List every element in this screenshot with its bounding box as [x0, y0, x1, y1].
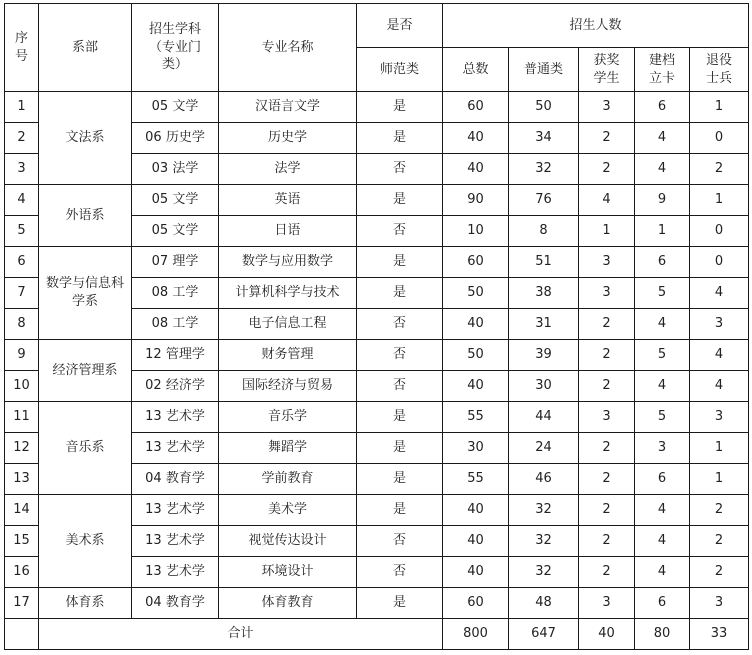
- cell-subject: 08 工学: [132, 309, 219, 340]
- cell-filed: 4: [635, 526, 690, 557]
- cell-major: 汉语言文学: [219, 92, 357, 123]
- cell-total: 55: [443, 402, 509, 433]
- cell-major: 美术学: [219, 495, 357, 526]
- cell-dept: 数学与信息科学系: [39, 247, 132, 340]
- header-award: 获奖学生: [579, 48, 635, 92]
- cell-subject: 06 历史学: [132, 123, 219, 154]
- header-veteran: 退役士兵: [690, 48, 749, 92]
- cell-normal: 是: [357, 588, 443, 619]
- totals-award: 40: [579, 619, 635, 650]
- cell-veteran: 2: [690, 154, 749, 185]
- cell-dept: 文法系: [39, 92, 132, 185]
- cell-major: 财务管理: [219, 340, 357, 371]
- cell-subject: 13 艺术学: [132, 526, 219, 557]
- table-row: [5, 185, 749, 216]
- cell-general: 31: [509, 309, 579, 340]
- cell-subject: 04 教育学: [132, 588, 219, 619]
- cell-subject: 03 法学: [132, 154, 219, 185]
- cell-total: 10: [443, 216, 509, 247]
- cell-award: 3: [579, 402, 635, 433]
- table-row: [5, 402, 749, 433]
- cell-veteran: 1: [690, 433, 749, 464]
- totals-total: 800: [443, 619, 509, 650]
- cell-veteran: 0: [690, 216, 749, 247]
- cell-general: 34: [509, 123, 579, 154]
- cell-major: 视觉传达设计: [219, 526, 357, 557]
- cell-total: 40: [443, 526, 509, 557]
- cell-seq: 14: [5, 495, 39, 526]
- cell-award: 1: [579, 216, 635, 247]
- cell-general: 46: [509, 464, 579, 495]
- cell-seq: 4: [5, 185, 39, 216]
- cell-award: 3: [579, 588, 635, 619]
- cell-filed: 4: [635, 557, 690, 588]
- cell-normal: 是: [357, 247, 443, 278]
- cell-major: 环境设计: [219, 557, 357, 588]
- cell-filed: 6: [635, 464, 690, 495]
- header-general: 普通类: [509, 48, 579, 92]
- cell-normal: 是: [357, 433, 443, 464]
- cell-seq: 10: [5, 371, 39, 402]
- header-filed: 建档立卡: [635, 48, 690, 92]
- header-quota: 招生人数: [443, 4, 749, 48]
- cell-seq: 17: [5, 588, 39, 619]
- cell-seq: 13: [5, 464, 39, 495]
- cell-veteran: 1: [690, 464, 749, 495]
- cell-general: 48: [509, 588, 579, 619]
- cell-veteran: 2: [690, 526, 749, 557]
- cell-general: 76: [509, 185, 579, 216]
- cell-major: 数学与应用数学: [219, 247, 357, 278]
- cell-normal: 是: [357, 278, 443, 309]
- cell-total: 55: [443, 464, 509, 495]
- cell-subject: 04 教育学: [132, 464, 219, 495]
- cell-total: 60: [443, 92, 509, 123]
- cell-seq: 7: [5, 278, 39, 309]
- cell-seq: 11: [5, 402, 39, 433]
- cell-major: 国际经济与贸易: [219, 371, 357, 402]
- cell-seq: 3: [5, 154, 39, 185]
- cell-veteran: 3: [690, 309, 749, 340]
- table-row: [5, 92, 749, 123]
- cell-veteran: 4: [690, 278, 749, 309]
- table-row: [5, 495, 749, 526]
- enrollment-table: [4, 3, 749, 650]
- cell-filed: 4: [635, 495, 690, 526]
- cell-normal: 是: [357, 464, 443, 495]
- cell-normal: 是: [357, 402, 443, 433]
- totals-veteran: 33: [690, 619, 749, 650]
- cell-filed: 9: [635, 185, 690, 216]
- cell-award: 2: [579, 340, 635, 371]
- cell-totals-blank: [5, 619, 39, 650]
- cell-seq: 15: [5, 526, 39, 557]
- cell-subject: 05 文学: [132, 92, 219, 123]
- cell-total: 40: [443, 557, 509, 588]
- header-total: 总数: [443, 48, 509, 92]
- cell-dept: 经济管理系: [39, 340, 132, 402]
- cell-filed: 6: [635, 92, 690, 123]
- cell-veteran: 1: [690, 185, 749, 216]
- cell-filed: 6: [635, 588, 690, 619]
- cell-general: 24: [509, 433, 579, 464]
- cell-total: 40: [443, 123, 509, 154]
- cell-award: 2: [579, 557, 635, 588]
- cell-veteran: 4: [690, 340, 749, 371]
- cell-seq: 12: [5, 433, 39, 464]
- cell-award: 2: [579, 309, 635, 340]
- cell-major: 音乐学: [219, 402, 357, 433]
- cell-subject: 12 管理学: [132, 340, 219, 371]
- cell-major: 舞蹈学: [219, 433, 357, 464]
- cell-seq: 2: [5, 123, 39, 154]
- header-subject: 招生学科（专业门类）: [132, 4, 219, 92]
- cell-filed: 5: [635, 402, 690, 433]
- cell-normal: 是: [357, 92, 443, 123]
- cell-subject: 13 艺术学: [132, 433, 219, 464]
- cell-subject: 07 理学: [132, 247, 219, 278]
- cell-award: 4: [579, 185, 635, 216]
- cell-total: 60: [443, 247, 509, 278]
- cell-normal: 否: [357, 340, 443, 371]
- cell-award: 3: [579, 92, 635, 123]
- cell-subject: 13 艺术学: [132, 557, 219, 588]
- cell-normal: 是: [357, 495, 443, 526]
- header-normal-question: 是否: [357, 4, 443, 48]
- cell-veteran: 3: [690, 402, 749, 433]
- cell-normal: 是: [357, 123, 443, 154]
- cell-total: 30: [443, 433, 509, 464]
- table-row: [5, 340, 749, 371]
- cell-general: 51: [509, 247, 579, 278]
- cell-subject: 05 文学: [132, 185, 219, 216]
- cell-veteran: 0: [690, 123, 749, 154]
- cell-normal: 否: [357, 309, 443, 340]
- cell-award: 2: [579, 123, 635, 154]
- cell-total: 40: [443, 309, 509, 340]
- cell-general: 32: [509, 154, 579, 185]
- cell-general: 38: [509, 278, 579, 309]
- cell-total: 90: [443, 185, 509, 216]
- header-major: 专业名称: [219, 4, 357, 92]
- cell-major: 历史学: [219, 123, 357, 154]
- cell-general: 50: [509, 92, 579, 123]
- cell-general: 44: [509, 402, 579, 433]
- cell-major: 英语: [219, 185, 357, 216]
- totals-filed: 80: [635, 619, 690, 650]
- totals-label: 合计: [39, 619, 443, 650]
- cell-award: 2: [579, 371, 635, 402]
- cell-dept: 外语系: [39, 185, 132, 247]
- cell-seq: 5: [5, 216, 39, 247]
- cell-veteran: 0: [690, 247, 749, 278]
- cell-award: 2: [579, 433, 635, 464]
- cell-normal: 否: [357, 557, 443, 588]
- cell-award: 3: [579, 247, 635, 278]
- cell-normal: 否: [357, 371, 443, 402]
- cell-seq: 8: [5, 309, 39, 340]
- cell-general: 32: [509, 557, 579, 588]
- cell-general: 32: [509, 495, 579, 526]
- cell-major: 法学: [219, 154, 357, 185]
- cell-general: 39: [509, 340, 579, 371]
- cell-award: 2: [579, 495, 635, 526]
- cell-filed: 3: [635, 433, 690, 464]
- cell-subject: 13 艺术学: [132, 402, 219, 433]
- cell-total: 60: [443, 588, 509, 619]
- cell-normal: 否: [357, 154, 443, 185]
- table-row: [5, 588, 749, 619]
- header-row-1: [5, 4, 749, 48]
- cell-total: 50: [443, 278, 509, 309]
- cell-seq: 16: [5, 557, 39, 588]
- cell-seq: 9: [5, 340, 39, 371]
- cell-normal: 是: [357, 185, 443, 216]
- cell-veteran: 2: [690, 495, 749, 526]
- cell-filed: 4: [635, 123, 690, 154]
- header-dept: 系部: [39, 4, 132, 92]
- cell-filed: 1: [635, 216, 690, 247]
- cell-general: 30: [509, 371, 579, 402]
- cell-dept: 音乐系: [39, 402, 132, 495]
- cell-subject: 05 文学: [132, 216, 219, 247]
- cell-total: 40: [443, 154, 509, 185]
- cell-veteran: 1: [690, 92, 749, 123]
- cell-seq: 1: [5, 92, 39, 123]
- cell-veteran: 4: [690, 371, 749, 402]
- table-row: [5, 247, 749, 278]
- cell-general: 32: [509, 526, 579, 557]
- cell-general: 8: [509, 216, 579, 247]
- header-normal-answer: 师范类: [357, 48, 443, 92]
- cell-total: 50: [443, 340, 509, 371]
- cell-normal: 否: [357, 526, 443, 557]
- cell-major: 电子信息工程: [219, 309, 357, 340]
- cell-award: 3: [579, 278, 635, 309]
- cell-filed: 5: [635, 340, 690, 371]
- cell-award: 2: [579, 464, 635, 495]
- header-seq: 序号: [5, 4, 39, 92]
- cell-major: 体育教育: [219, 588, 357, 619]
- cell-normal: 否: [357, 216, 443, 247]
- cell-award: 2: [579, 154, 635, 185]
- totals-row: [5, 619, 749, 650]
- cell-filed: 4: [635, 154, 690, 185]
- cell-subject: 02 经济学: [132, 371, 219, 402]
- cell-seq: 6: [5, 247, 39, 278]
- cell-dept: 体育系: [39, 588, 132, 619]
- cell-major: 计算机科学与技术: [219, 278, 357, 309]
- cell-veteran: 2: [690, 557, 749, 588]
- cell-award: 2: [579, 526, 635, 557]
- cell-filed: 4: [635, 371, 690, 402]
- cell-major: 学前教育: [219, 464, 357, 495]
- cell-filed: 5: [635, 278, 690, 309]
- cell-dept: 美术系: [39, 495, 132, 588]
- cell-filed: 4: [635, 309, 690, 340]
- cell-total: 40: [443, 371, 509, 402]
- cell-veteran: 3: [690, 588, 749, 619]
- cell-filed: 6: [635, 247, 690, 278]
- totals-general: 647: [509, 619, 579, 650]
- cell-subject: 13 艺术学: [132, 495, 219, 526]
- cell-major: 日语: [219, 216, 357, 247]
- cell-total: 40: [443, 495, 509, 526]
- cell-subject: 08 工学: [132, 278, 219, 309]
